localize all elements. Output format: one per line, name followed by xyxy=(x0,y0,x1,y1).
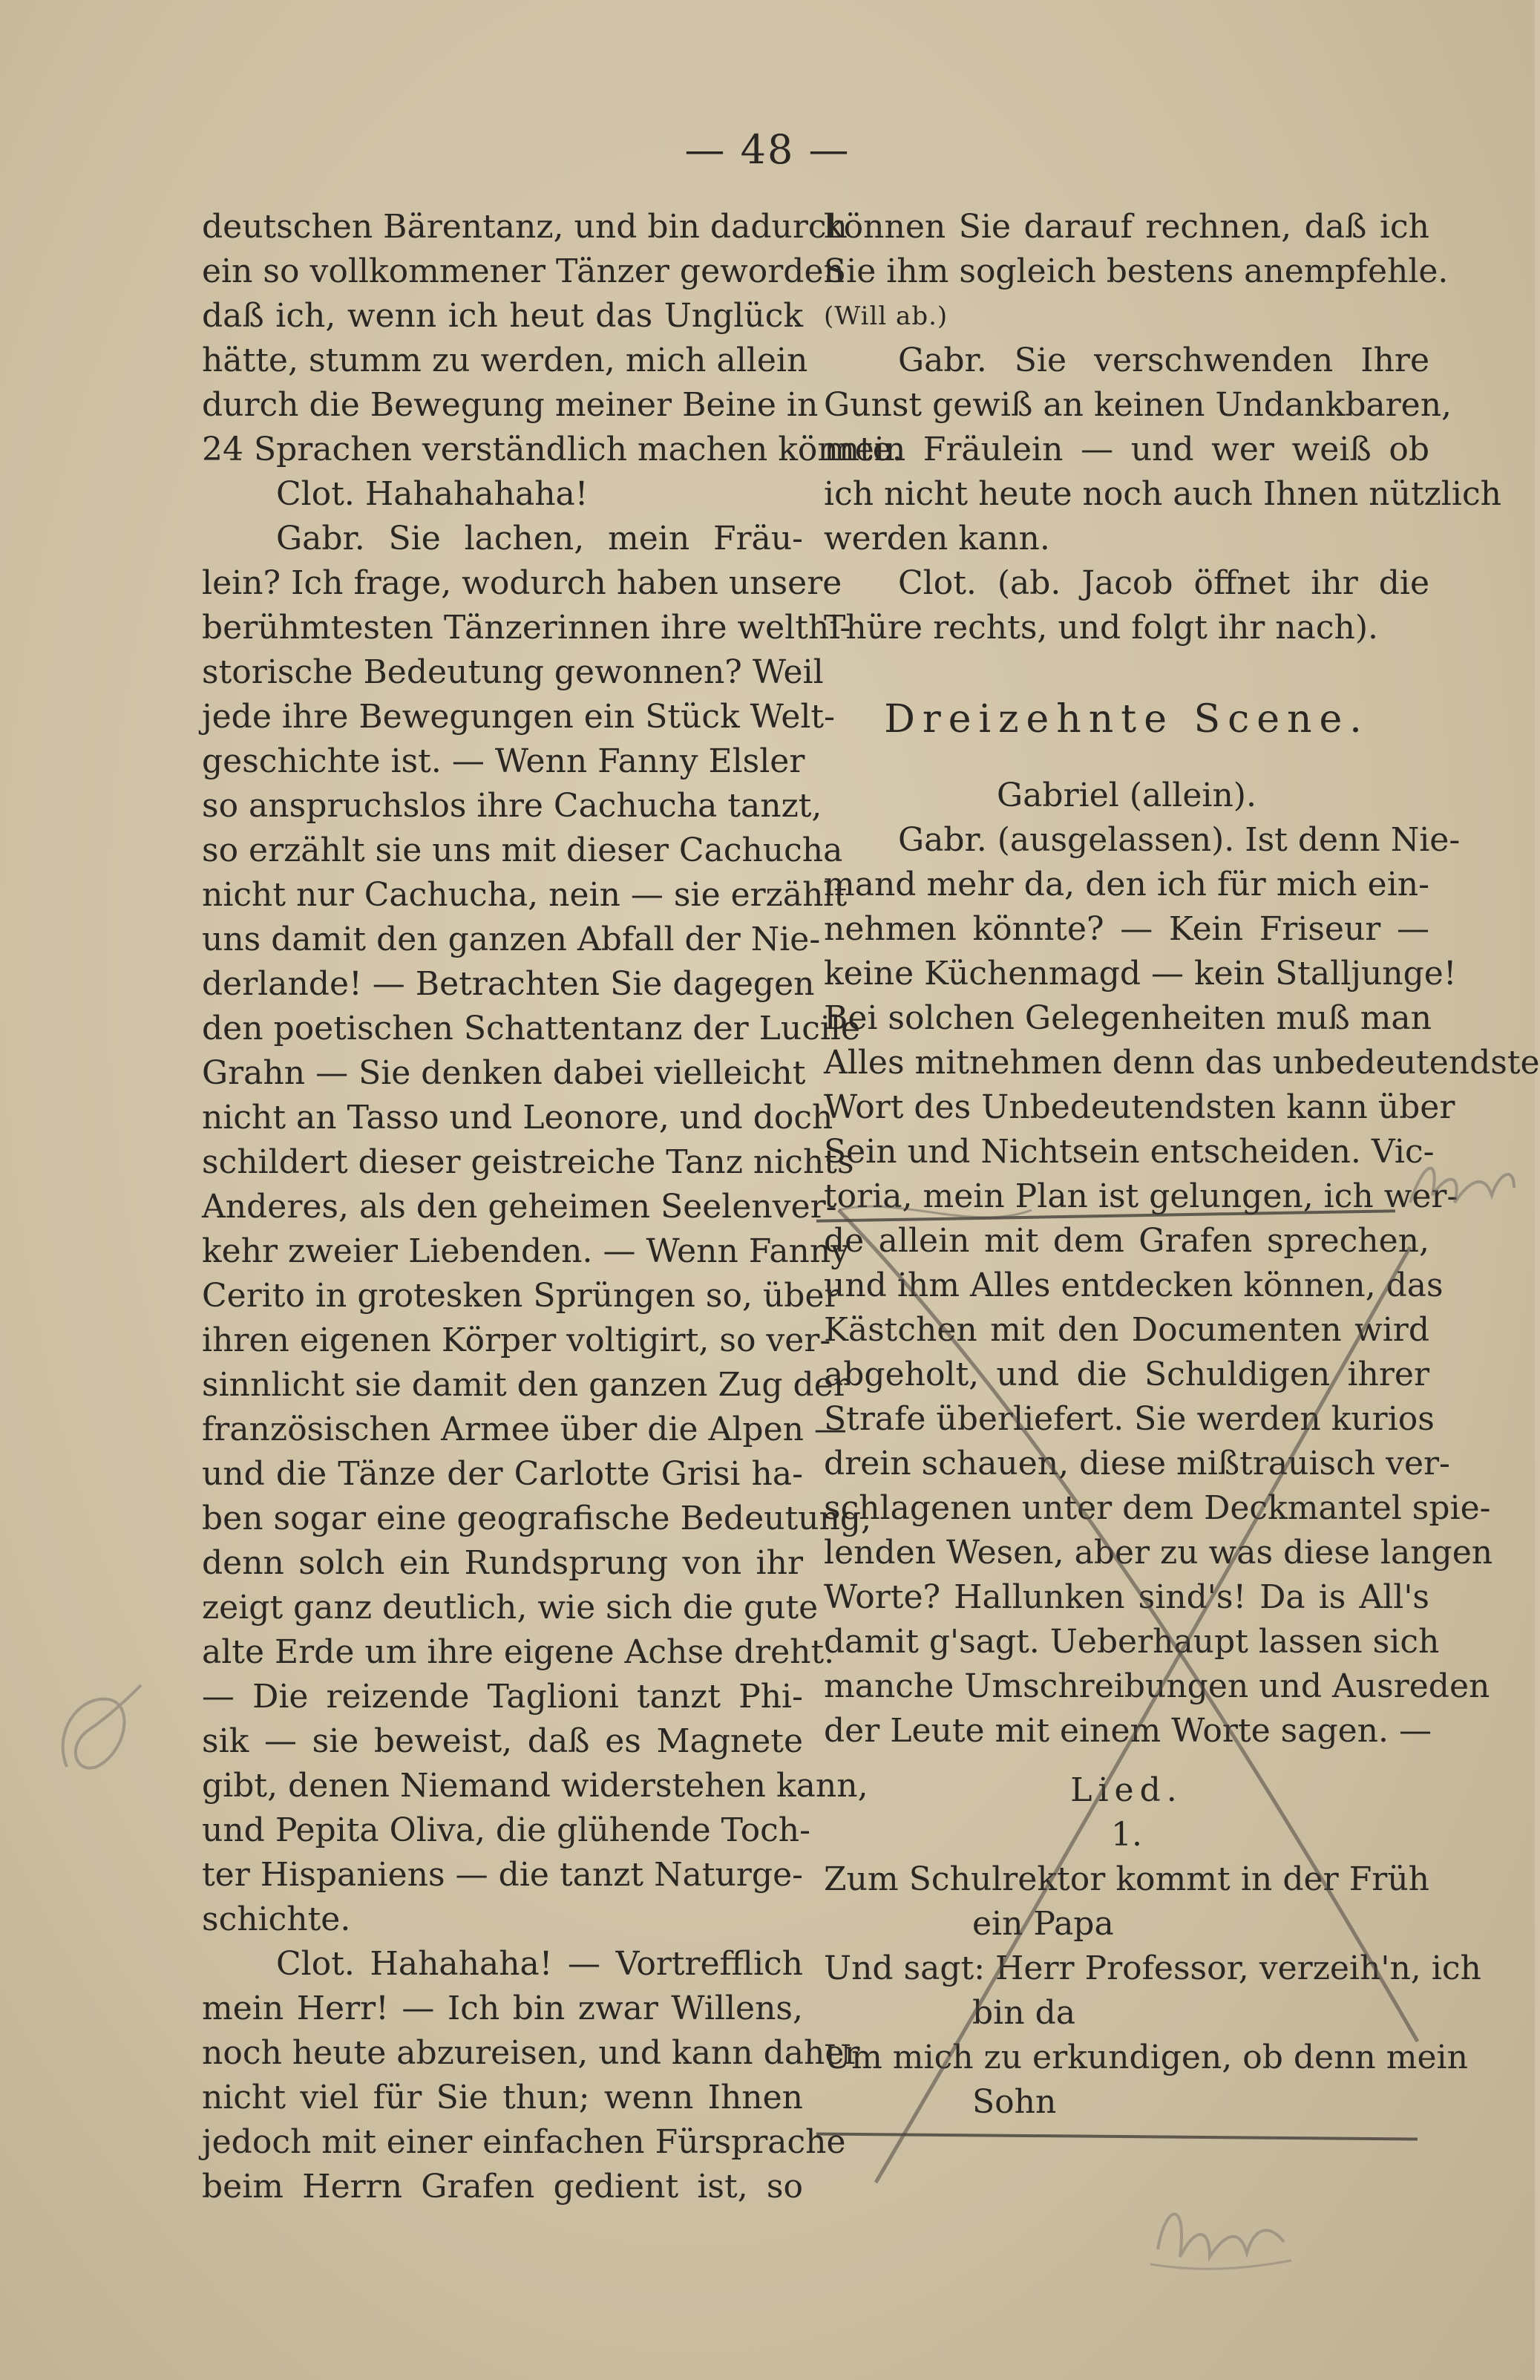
text-line: beim Herrn Grafen gedient ist, so xyxy=(202,2168,803,2206)
text-line: hätte, stumm zu werden, mich allein xyxy=(202,341,808,379)
text-line: jedoch mit einer einfachen Fürsprache xyxy=(202,2123,846,2161)
text-line: uns damit den ganzen Abfall der Nie- xyxy=(202,921,821,958)
text-line: de allein mit dem Grafen sprechen, xyxy=(824,1222,1429,1260)
text-line: können Sie darauf rechnen, daß ich xyxy=(824,208,1429,246)
pencil-scribble-icon xyxy=(1143,2183,1299,2279)
song-title: Lied. xyxy=(1070,1771,1183,1809)
text-line: französischen Armee über die Alpen — xyxy=(202,1410,847,1448)
text-line: nicht viel für Sie thun; wenn Ihnen xyxy=(202,2079,803,2116)
text-line: nicht an Tasso und Leonore, und doch xyxy=(202,1099,833,1137)
text-line: drein schauen, diese mißtrauisch ver- xyxy=(824,1445,1450,1482)
text-line: daß ich, wenn ich heut das Unglück xyxy=(202,297,803,335)
spacer xyxy=(824,751,1429,774)
verse-number: 1. xyxy=(1111,1816,1142,1854)
text-line: geschichte ist. — Wenn Fanny Elsler xyxy=(202,742,805,780)
text-line: der Leute mit einem Worte sagen. — xyxy=(824,1712,1432,1750)
text-line: lein? Ich frage, wodurch haben unsere xyxy=(202,564,842,602)
text-line: schlagenen unter dem Deckmantel spie- xyxy=(824,1489,1491,1527)
text-line: Thüre rechts, und folgt ihr nach). xyxy=(824,609,1379,647)
text-line: und Pepita Oliva, die glühende Toch- xyxy=(202,1811,810,1849)
text-line: Gunst gewiß an keinen Undankbaren, xyxy=(824,386,1452,424)
song-line: Und sagt: Herr Professor, verzeih'n, ich xyxy=(824,1949,1481,1987)
text-line: ihren eigenen Körper voltigirt, so ver- xyxy=(202,1321,831,1359)
text-line: kehr zweier Liebenden. — Wenn Fanny xyxy=(202,1232,850,1270)
speaker-line: Clot. (ab. Jacob öffnet ihr die xyxy=(898,564,1429,602)
pencil-cross-mark xyxy=(809,1188,1493,2197)
text-line: durch die Bewegung meiner Beine in xyxy=(202,386,819,424)
text-line: alte Erde um ihre eigene Achse dreht. xyxy=(202,1633,835,1671)
text-line: und ihm Alles entdecken können, das xyxy=(824,1266,1444,1304)
song-line: ein Papa xyxy=(972,1905,1114,1943)
text-line: Grahn — Sie denken dabei vielleicht xyxy=(202,1054,806,1092)
text-line: manche Umschreibungen und Ausreden xyxy=(824,1667,1490,1705)
text-line: abgeholt, und die Schuldigen ihrer xyxy=(824,1356,1429,1393)
text-line: den poetischen Schattentanz der Lucile xyxy=(202,1010,861,1047)
text-line: zeigt ganz deutlich, wie sich die gute xyxy=(202,1589,819,1627)
text-line: mein Fräulein — und wer weiß ob xyxy=(824,431,1429,468)
text-line: Sein und Nichtsein entscheiden. Vic- xyxy=(824,1133,1435,1171)
text-line: sinnlicht sie damit den ganzen Zug der xyxy=(202,1366,849,1404)
text-line: mein Herr! — Ich bin zwar Willens, xyxy=(202,1990,803,2027)
scene-character: Gabriel (allein). xyxy=(997,777,1256,814)
text-line: Kästchen mit den Documenten wird xyxy=(824,1311,1429,1349)
text-line: werden kann. xyxy=(824,520,1050,558)
stage-direction: (Will ab.) xyxy=(824,301,948,331)
text-line: Strafe überliefert. Sie werden kurios xyxy=(824,1400,1435,1438)
text-line: ein so vollkommener Tänzer geworden xyxy=(202,252,845,290)
page-number: — 48 — xyxy=(684,126,851,173)
text-line: schildert dieser geistreiche Tanz nichts xyxy=(202,1143,854,1181)
speaker-line: Clot. Hahahahaha! xyxy=(276,475,589,513)
text-line: so erzählt sie uns mit dieser Cachucha xyxy=(202,831,843,869)
text-line: damit g'sagt. Ueberhaupt lassen sich xyxy=(824,1623,1440,1661)
speaker-line: Gabr. Sie verschwenden Ihre xyxy=(898,341,1429,379)
text-line: Cerito in grotesken Sprüngen so, über xyxy=(202,1277,840,1315)
text-line: berühmtesten Tänzerinnen ihre welthi- xyxy=(202,609,851,647)
text-line: — Die reizende Taglioni tanzt Phi- xyxy=(202,1678,803,1716)
song-line: Zum Schulrektor kommt in der Früh xyxy=(824,1860,1429,1898)
text-line: sik — sie beweist, daß es Magnete xyxy=(202,1722,803,1760)
text-line: mand mehr da, den ich für mich ein- xyxy=(824,866,1429,903)
text-line: deutschen Bärentanz, und bin dadurch xyxy=(202,208,848,246)
speaker-line: Gabr. Sie lachen, mein Fräu- xyxy=(276,520,803,558)
text-line: derlande! — Betrachten Sie dagegen xyxy=(202,965,815,1003)
speaker-line: Gabr. (ausgelassen). Ist denn Nie- xyxy=(898,821,1461,859)
pencil-scribble-icon xyxy=(1403,1143,1521,1225)
text-line: 24 Sprachen verständlich machen könnte. xyxy=(202,431,902,468)
text-line: nehmen könnte? — Kein Friseur — xyxy=(824,910,1429,948)
text-line: lenden Wesen, aber zu was diese langen xyxy=(824,1534,1493,1572)
text-line: schichte. xyxy=(202,1900,351,1938)
text-line: gibt, denen Niemand widerstehen kann, xyxy=(202,1767,868,1805)
text-line: Alles mitnehmen denn das unbedeutendste xyxy=(824,1044,1540,1082)
text-line: toria, mein Plan ist gelungen, ich wer- xyxy=(824,1177,1458,1215)
scene-heading: Dreizehnte Scene. xyxy=(884,697,1369,742)
text-line: storische Bedeutung gewonnen? Weil xyxy=(202,653,824,691)
text-line: Wort des Unbedeutendsten kann über xyxy=(824,1088,1455,1126)
text-line: jede ihre Bewegungen ein Stück Welt- xyxy=(202,698,835,736)
song-line: bin da xyxy=(972,1994,1075,2032)
text-line: und die Tänze der Carlotte Grisi ha- xyxy=(202,1455,803,1493)
text-line: keine Küchenmagd — kein Stalljunge! xyxy=(824,955,1457,993)
text-line: denn solch ein Rundsprung von ihr xyxy=(202,1544,803,1582)
text-line: Sie ihm sogleich bestens anempfehle. xyxy=(824,252,1449,290)
song-line: Sohn xyxy=(972,2083,1057,2121)
text-line: so anspruchslos ihre Cachucha tanzt, xyxy=(202,787,822,825)
pencil-scribble-icon xyxy=(45,1670,148,1804)
song-line: Um mich zu erkundigen, ob denn mein xyxy=(824,2039,1468,2076)
text-line: ter Hispaniens — die tanzt Naturge- xyxy=(202,1856,803,1894)
text-line: ben sogar eine geografische Bedeutung, xyxy=(202,1500,871,1537)
text-line: Bei solchen Gelegenheiten muß man xyxy=(824,999,1432,1037)
text-line: nicht nur Cachucha, nein — sie erzählt xyxy=(202,876,848,914)
text-line: Anderes, als den geheimen Seelenver- xyxy=(202,1188,837,1226)
text-line: ich nicht heute noch auch Ihnen nützlich xyxy=(824,475,1501,513)
speaker-line: Clot. Hahahaha! — Vortrefflich xyxy=(276,1945,803,1983)
text-line: Worte? Hallunken sind's! Da is All's xyxy=(824,1578,1429,1616)
text-line: noch heute abzureisen, und kann daher xyxy=(202,2034,860,2072)
